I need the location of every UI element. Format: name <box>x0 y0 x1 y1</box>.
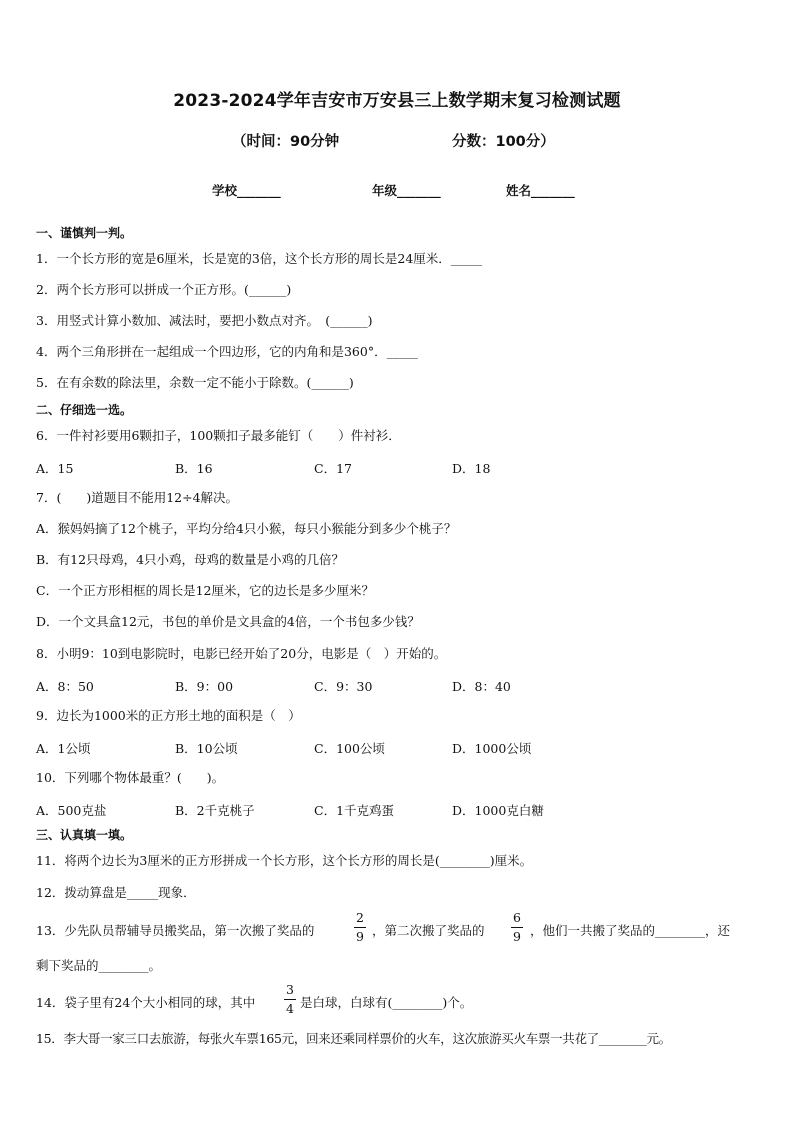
question-7: 7．( )道题目不能用12÷4解决。 <box>36 490 239 505</box>
question-8: 8．小明9：10到电影院时，电影已经开始了20分，电影是（ ）开始的。 <box>36 646 447 661</box>
q6-option-a[interactable]: A．15 <box>36 461 74 476</box>
q10-option-b[interactable]: B．2千克桃子 <box>175 803 255 818</box>
q7-option-c[interactable]: C．一个正方形相框的周长是12厘米，它的边长是多少厘米？ <box>36 583 374 598</box>
q7-option-d[interactable]: D．一个文具盒12元，书包的单价是文具盒的4倍，一个书包多少钱？ <box>36 614 420 629</box>
q13-fraction-2 <box>510 910 524 945</box>
question-2: 2．两个长方形可以拼成一个正方形。(______) <box>36 282 292 297</box>
name-field[interactable]: 姓名_______ <box>506 183 575 198</box>
q8-option-d[interactable]: D．8：40 <box>452 679 511 694</box>
q9-option-a[interactable]: A．1公顷 <box>36 741 91 756</box>
q13-fraction-1-denominator: 9 <box>356 929 364 944</box>
section-heading-fill: 三、认真填一填。 <box>36 828 133 842</box>
q14-fraction <box>283 982 297 1017</box>
question-5: 5．在有余数的除法里，余数一定不能小于除数。(______) <box>36 375 354 390</box>
question-3: 3．用竖式计算小数加、减法时，要把小数点对齐。 (______) <box>36 313 373 328</box>
q13-fraction-2-numerator: 6 <box>513 910 521 925</box>
q6-option-b[interactable]: B．16 <box>175 461 213 476</box>
q8-option-a[interactable]: A．8：50 <box>36 679 94 694</box>
q8-option-b[interactable]: B．9：00 <box>175 679 234 694</box>
q13-fraction-1 <box>353 910 367 945</box>
question-13-part2: ，第二次搬了奖品的 <box>372 923 485 938</box>
question-6: 6．一件衬衫要用6颗扣子，100颗扣子最多能钉（ ）件衬衫． <box>36 428 401 443</box>
school-field[interactable]: 学校_______ <box>212 183 281 198</box>
section-heading-choose: 二、仔细选一选。 <box>36 403 133 417</box>
question-13-part1: 13．少先队员帮辅导员搬奖品，第一次搬了奖品的 <box>36 923 315 938</box>
question-15: 15．李大哥一家三口去旅游，每张火车票165元，回来还乘同样票价的火车，这次旅游买火车票一共花了________元。 <box>36 1031 671 1046</box>
question-14-part2: 是白球，白球有(________)个。 <box>300 995 473 1010</box>
fraction-bar <box>511 927 523 928</box>
q9-option-c[interactable]: C．100公顷 <box>314 741 385 756</box>
section-heading-judge: 一、谨慎判一判。 <box>36 226 133 240</box>
q10-option-c[interactable]: C．1千克鸡蛋 <box>314 803 395 818</box>
question-13-part3: ，他们一共搬了奖品的________，还 <box>530 923 731 938</box>
q13-fraction-1-numerator: 2 <box>356 910 364 925</box>
q7-option-b[interactable]: B．有12只母鸡，4只小鸡，母鸡的数量是小鸡的几倍？ <box>36 552 345 567</box>
exam-time: （时间：90分钟 <box>232 134 340 150</box>
page-title: 2023-2024学年吉安市万安县三上数学期末复习检测试题 <box>173 91 621 111</box>
q13-fraction-2-denominator: 9 <box>513 929 521 944</box>
q10-option-d[interactable]: D．1000克白糖 <box>452 803 544 818</box>
question-1: 1．一个长方形的宽是6厘米，长是宽的3倍，这个长方形的周长是24厘米．_____ <box>36 251 483 266</box>
question-11: 11．将两个边长为3厘米的正方形拼成一个长方形，这个长方形的周长是(________)厘米。 <box>36 853 533 868</box>
fraction-bar <box>354 927 366 928</box>
question-10: 10．下列哪个物体最重？( )。 <box>36 770 225 785</box>
question-12: 12．拨动算盘是_____现象． <box>36 885 196 900</box>
q14-fraction-numerator: 3 <box>286 982 294 997</box>
fraction-bar <box>284 999 296 1000</box>
exam-score: 分数：100分） <box>452 134 555 150</box>
question-4: 4．两个三角形拼在一起组成一个四边形，它的内角和是360°．_____ <box>36 344 418 359</box>
question-14-part1: 14．袋子里有24个大小相同的球，其中 <box>36 995 256 1010</box>
question-13-line2: 剩下奖品的________。 <box>36 958 162 973</box>
q7-option-a[interactable]: A．猴妈妈摘了12个桃子，平均分给4只小猴，每只小猴能分到多少个桃子？ <box>36 521 457 536</box>
q9-option-d[interactable]: D．1000公顷 <box>452 741 532 756</box>
q6-option-d[interactable]: D．18 <box>452 461 491 476</box>
q14-fraction-denominator: 4 <box>286 1001 294 1016</box>
q8-option-c[interactable]: C．9：30 <box>314 679 373 694</box>
question-9: 9．边长为1000米的正方形土地的面积是（ ） <box>36 708 301 723</box>
q9-option-b[interactable]: B．10公顷 <box>175 741 238 756</box>
q6-option-c[interactable]: C．17 <box>314 461 352 476</box>
q10-option-a[interactable]: A．500克盐 <box>36 803 107 818</box>
grade-field[interactable]: 年级_______ <box>372 183 441 198</box>
